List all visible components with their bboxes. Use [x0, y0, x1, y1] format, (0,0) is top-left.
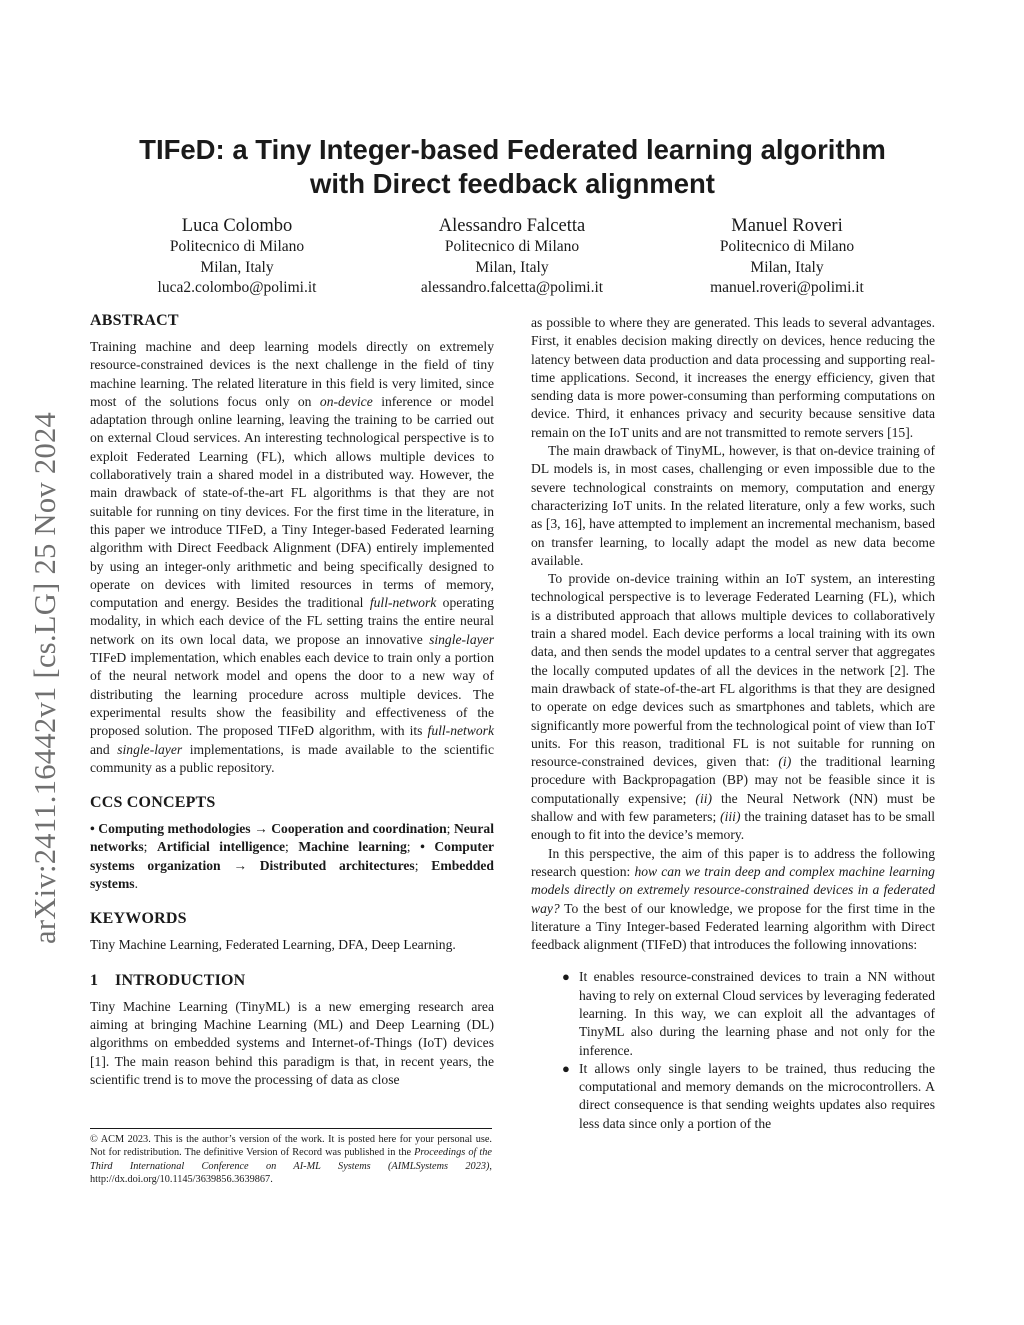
body-paragraph: as possible to where they are generated. This leads to several advantages. First, it enables decision making directly on devices, hence reducing the latency between data production and data processing and supporting real-time applications. Second, it increases the energy efficiency, given that sending data is more power-consuming than performing computations on device. Third, it enhances privacy and security because sensitive data remain on the IoT units and are not transmitted to remote servers [15].	[531, 315, 935, 440]
author-block	[382, 215, 642, 299]
author-email: manuel.roveri@polimi.it	[710, 279, 864, 296]
keywords-text: Tiny Machine Learning, Federated Learning, DFA, Deep Learning.	[90, 937, 456, 953]
ccs-concepts-heading: CCS CONCEPTS	[90, 794, 216, 812]
author-name: Luca Colombo	[181, 216, 293, 236]
body-paragraph: To provide on-device training within an IoT system, an interesting technological perspective is to leverage Federated Learning (FL), which is a distributed approach that allows multiple devices to collaboratively train a shared model. Each device performs a local training with its own data, and then sends the model updates to a central server that aggregates the locally computed updates of all the devices in the network [2]. The main drawback of state-of-the-art FL algorithms is that they are designed to operate on edge devices such as smartphones and tablets, which are significantly more powerful from the technological point of view than IoT units. For this reason, traditional FL is not suitable for running on resource-constrained devices, given that: (i) the traditional learning procedure with Backpropagation (BP) may not be feasible since it is computationally expensive; (ii) the Neural Network (NN) must be shallow and with few parameters; (iii) the training dataset has to be small enough to fit into the device’s memory.	[531, 571, 935, 843]
paper-title-line-1: TIFeD: a Tiny Integer-based Federated learning algorithm	[139, 134, 886, 165]
author-location: Milan, Italy	[475, 258, 549, 276]
arxiv-watermark	[30, 352, 60, 944]
paper-title	[90, 133, 935, 201]
bullet-icon: ●	[562, 1060, 570, 1076]
author-location: Milan, Italy	[200, 258, 274, 276]
author-email: luca2.colombo@polimi.it	[157, 279, 317, 296]
copyright-footnote: © ACM 2023. This is the author’s version of the work. It is posted here for your personal use. Not for redistribution. The definitive Version of Record was published in the Proceedings of the Third International Conference on AI-ML Systems (AIMLSystems 2023), http://dx.doi.org/10.1145/3639856.3639867.	[90, 1128, 492, 1187]
paper-title-line-2: with Direct feedback alignment	[310, 168, 715, 199]
author-name: Manuel Roveri	[731, 216, 843, 236]
right-column	[531, 314, 935, 1133]
keywords-heading: KEYWORDS	[90, 910, 187, 928]
left-column	[90, 311, 494, 1089]
ccs-concepts-text: • Computing methodologies → Cooperation and coordination; Neural networks; Artificial intelligence; Machine learning; • Computer systems organization → Distributed architectures; Embedded systems.	[90, 821, 495, 892]
author-name: Alessandro Falcetta	[438, 216, 586, 236]
author-block	[657, 215, 917, 299]
author-affiliation: Politecnico di Milano	[444, 238, 580, 255]
author-affiliation: Politecnico di Milano	[169, 238, 305, 255]
author-block	[107, 215, 367, 299]
introduction-paragraph: Tiny Machine Learning (TinyML) is a new emerging research area aiming at bringing Machine Learning (ML) and Deep Learning (DL) algorithms on embedded systems and Internet-of-Things (IoT) devices [1]. The main reason behind this paradigm is that, in recent years, the scientific trend is to move the processing of data as close	[90, 998, 494, 1087]
abstract-text: Training machine and deep learning models directly on extremely resource-constrained devices is the next challenge in the field of tiny machine learning. The related literature in this field is very limited, since most of the solutions focus only on on-device inference or model adaptation through online learning, leaving the training to be carried out on external Cloud services. An interesting technological perspective is to exploit Federated Learning (FL), which allows multiple devices to collaboratively train a shared model in a distributed way. However, the main drawback of state-of-the-art FL algorithms is that they are not suitable for running on tiny devices. For the first time in the literature, in this paper we introduce TIFeD, a Tiny Integer-based Federated learning algorithm with Direct Feedback Alignment (DFA) entirely implemented by using an integer-only arithmetic and being specifically designed to operate on devices with limited resources in terms of memory, computation and energy. Besides the traditional full-network operating modality, in which each device of the FL setting trains the entire neural network on its own local data, we propose an innovative single-layer TIFeD implementation, which enables each device to train only a portion of the neural network model and opens the door to a new way of distributing the learning procedure across multiple devices. The experimental results show the feasibility and effectiveness of the proposed solution. The proposed TIFeD algorithm, with its full-network and single-layer implementations, is made available to the scientific community as a public repository.	[90, 339, 495, 775]
body-paragraph: The main drawback of TinyML, however, is that on-device training of DL models is, in most cases, challenging or even impossible due to the severe technological constraints on memory, computation and energy characterizing IoT units. In the related literature, only a few works, such as [3, 16], have attempted to implement an incremental mechanism, based on transfer learning, to locally adapt the model as new data become available.	[531, 443, 935, 568]
innovations-list	[531, 968, 935, 1133]
abstract-heading: ABSTRACT	[90, 312, 179, 329]
bullet-icon: ●	[562, 969, 570, 985]
list-item: ● It enables resource-constrained devices to train a NN without having to rely on external Cloud services by leveraging federated learning. In this way, we can exploit all the advantages of TinyML also during the learning phase and not only for the inference.	[562, 969, 935, 1058]
author-affiliation: Politecnico di Milano	[719, 238, 855, 255]
author-email: alessandro.falcetta@polimi.it	[420, 279, 604, 296]
arxiv-identifier: arXiv:2411.16442v1 [cs.LG] 25 Nov 2024	[28, 411, 62, 944]
body-paragraph: In this perspective, the aim of this paper is to address the following research question: how can we train deep and complex machine learning models directly on extremely resource-constrained devices in a federated way? To the best of our knowledge, we propose for the first time in the literature a Tiny Integer-based Federated learning algorithm with Direct feedback alignment (TIFeD) that introduces the following innovations:	[531, 845, 935, 953]
introduction-heading: 1 INTRODUCTION	[90, 971, 246, 989]
author-location: Milan, Italy	[750, 258, 824, 276]
list-item: ● It allows only single layers to be trained, thus reducing the computational and memory demands on the microcontrollers. A direct consequence is that sending weights updates also requires less data since only a portion of the	[562, 1060, 935, 1131]
